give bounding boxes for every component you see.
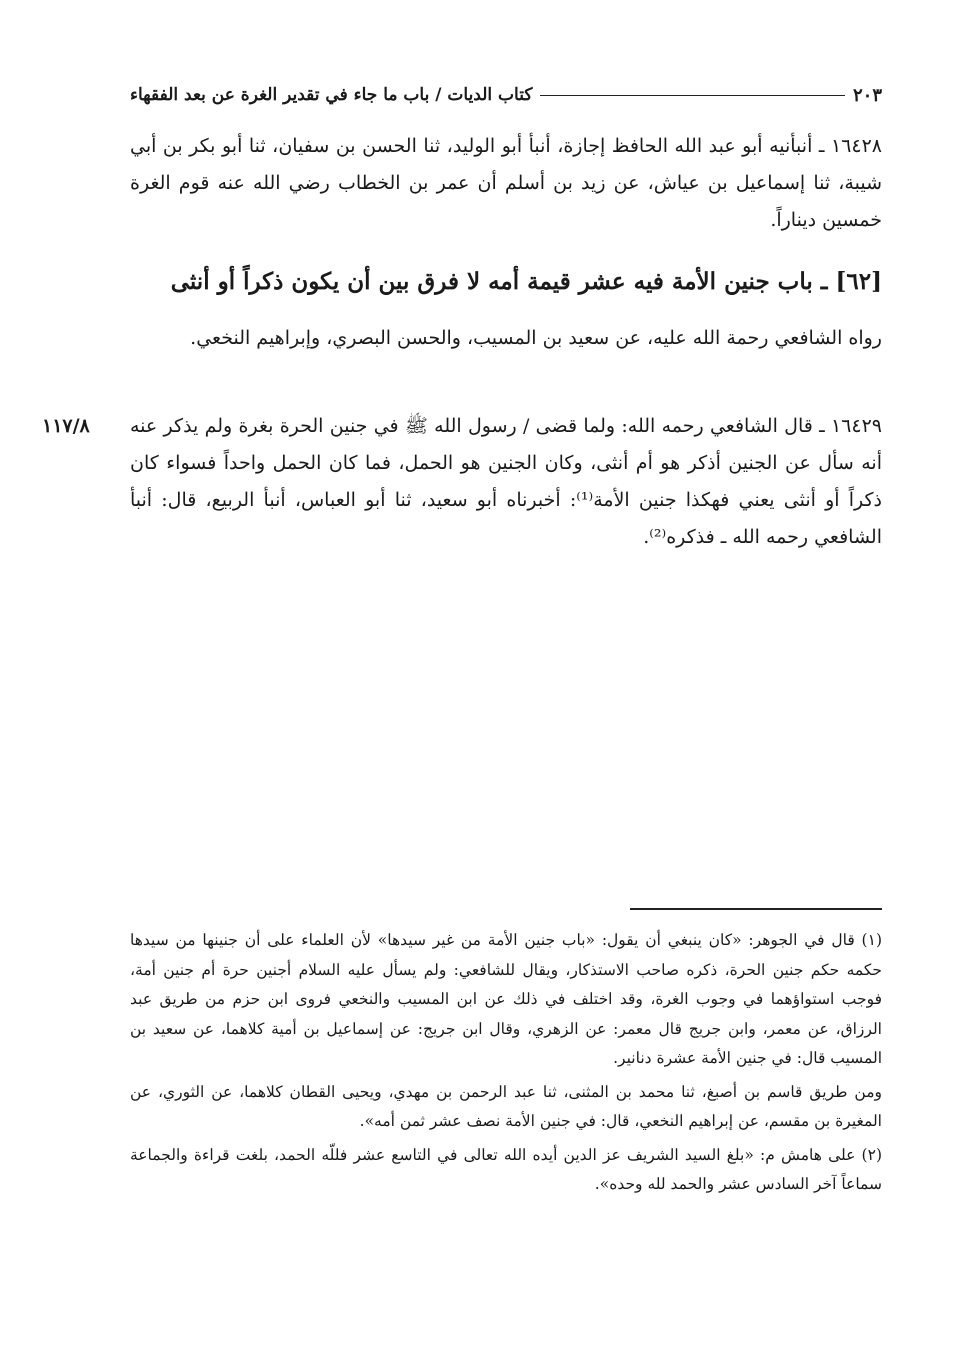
footnote-1: (١) قال في الجوهر: «كان ينبغي أن يقول: «باب جنين الأمة من غير سيدها» لأن العلماء على أن جنينها من سيدها حكمه حكم جنين الحرة، ذكره صاحب الاستذكار، ويقال للشافعي: ولم يسأل عليه السلام أجنين حرة أم جنين أمة، فوجب استواؤهما في وجوب الغرة، وقد اختلف في ذلك عن ابن المسيب والنخعي فروى ابن حزم من طريق عبد الرزاق، عن معمر، وابن جريج قال معمر: عن الزهري، وقال ابن جريج: عن إسماعيل بن أمية كلاهما، عن سعيد بن المسيب قال: في جنين الأمة عشرة دنانير. xyxy=(130,931,882,1067)
margin-reference: ١١٧/٨ xyxy=(42,415,90,437)
chapter-heading: [٦٢] ـ باب جنين الأمة فيه عشر قيمة أمه لا فرق بين أن يكون ذكراً أو أنثى xyxy=(170,268,882,295)
hadith-16429: ١٦٤٢٩ ـ قال الشافعي رحمه الله: ولما قضى / رسول الله ﷺ في جنين الحرة بغرة ولم يذكر عنه أنه سأل عن الجنين أذكر هو أم أنثى، وكان الجنين هو الحمل، فما كان الحمل واحداً فسواء كان ذكراً أو أنثى يعني فهكذا جنين الأمة⁽¹⁾: أخبرناه أبو سعيد، ثنا أبو العباس، أنبأ الربيع، قال: أنبأ الشافعي رحمه الله ـ فذكره⁽²⁾. xyxy=(130,415,882,548)
hadith-16428: ١٦٤٢٨ ـ أنبأنيه أبو عبد الله الحافظ إجازة، أنبأ أبو الوليد، ثنا الحسن بن سفيان، ثنا أبو بكر بن أبي شيبة، ثنا إسماعيل بن عياش، عن زيد بن أسلم أن عمر بن الخطاب رضي الله عنه قوم الغرة خمسين ديناراً. xyxy=(130,135,882,231)
page-number: ٢٠٣ xyxy=(852,84,882,106)
header-title: كتاب الديات / باب ما جاء في تقدير الغرة عن بعد الفقهاء xyxy=(130,85,533,105)
footnote-separator xyxy=(630,908,882,910)
running-header xyxy=(130,78,882,112)
footnotes xyxy=(130,926,882,1204)
footnote-2: (٢) على هامش م: «بلغ السيد الشريف عز الدين أيده الله تعالى في التاسع عشر فللّه الحمد، بلغت قراءة والجماعة سماعاً آخر السادس عشر والحمد لله وحده». xyxy=(130,1145,882,1193)
narration-note: رواه الشافعي رحمة الله عليه، عن سعيد بن المسيب، والحسن البصري، وإبراهيم النخعي. xyxy=(190,327,882,349)
header-rule xyxy=(540,95,845,96)
footnote-1-continued: ومن طريق قاسم بن أصبغ، ثنا محمد بن المثنى، ثنا عبد الرحمن بن مهدي، ويحيى القطان كلاهما، عن الثوري، عن المغيرة بن مقسم، عن إبراهيم النخعي، قال: في جنين الأمة نصف عشر ثمن أمه». xyxy=(130,1082,882,1130)
